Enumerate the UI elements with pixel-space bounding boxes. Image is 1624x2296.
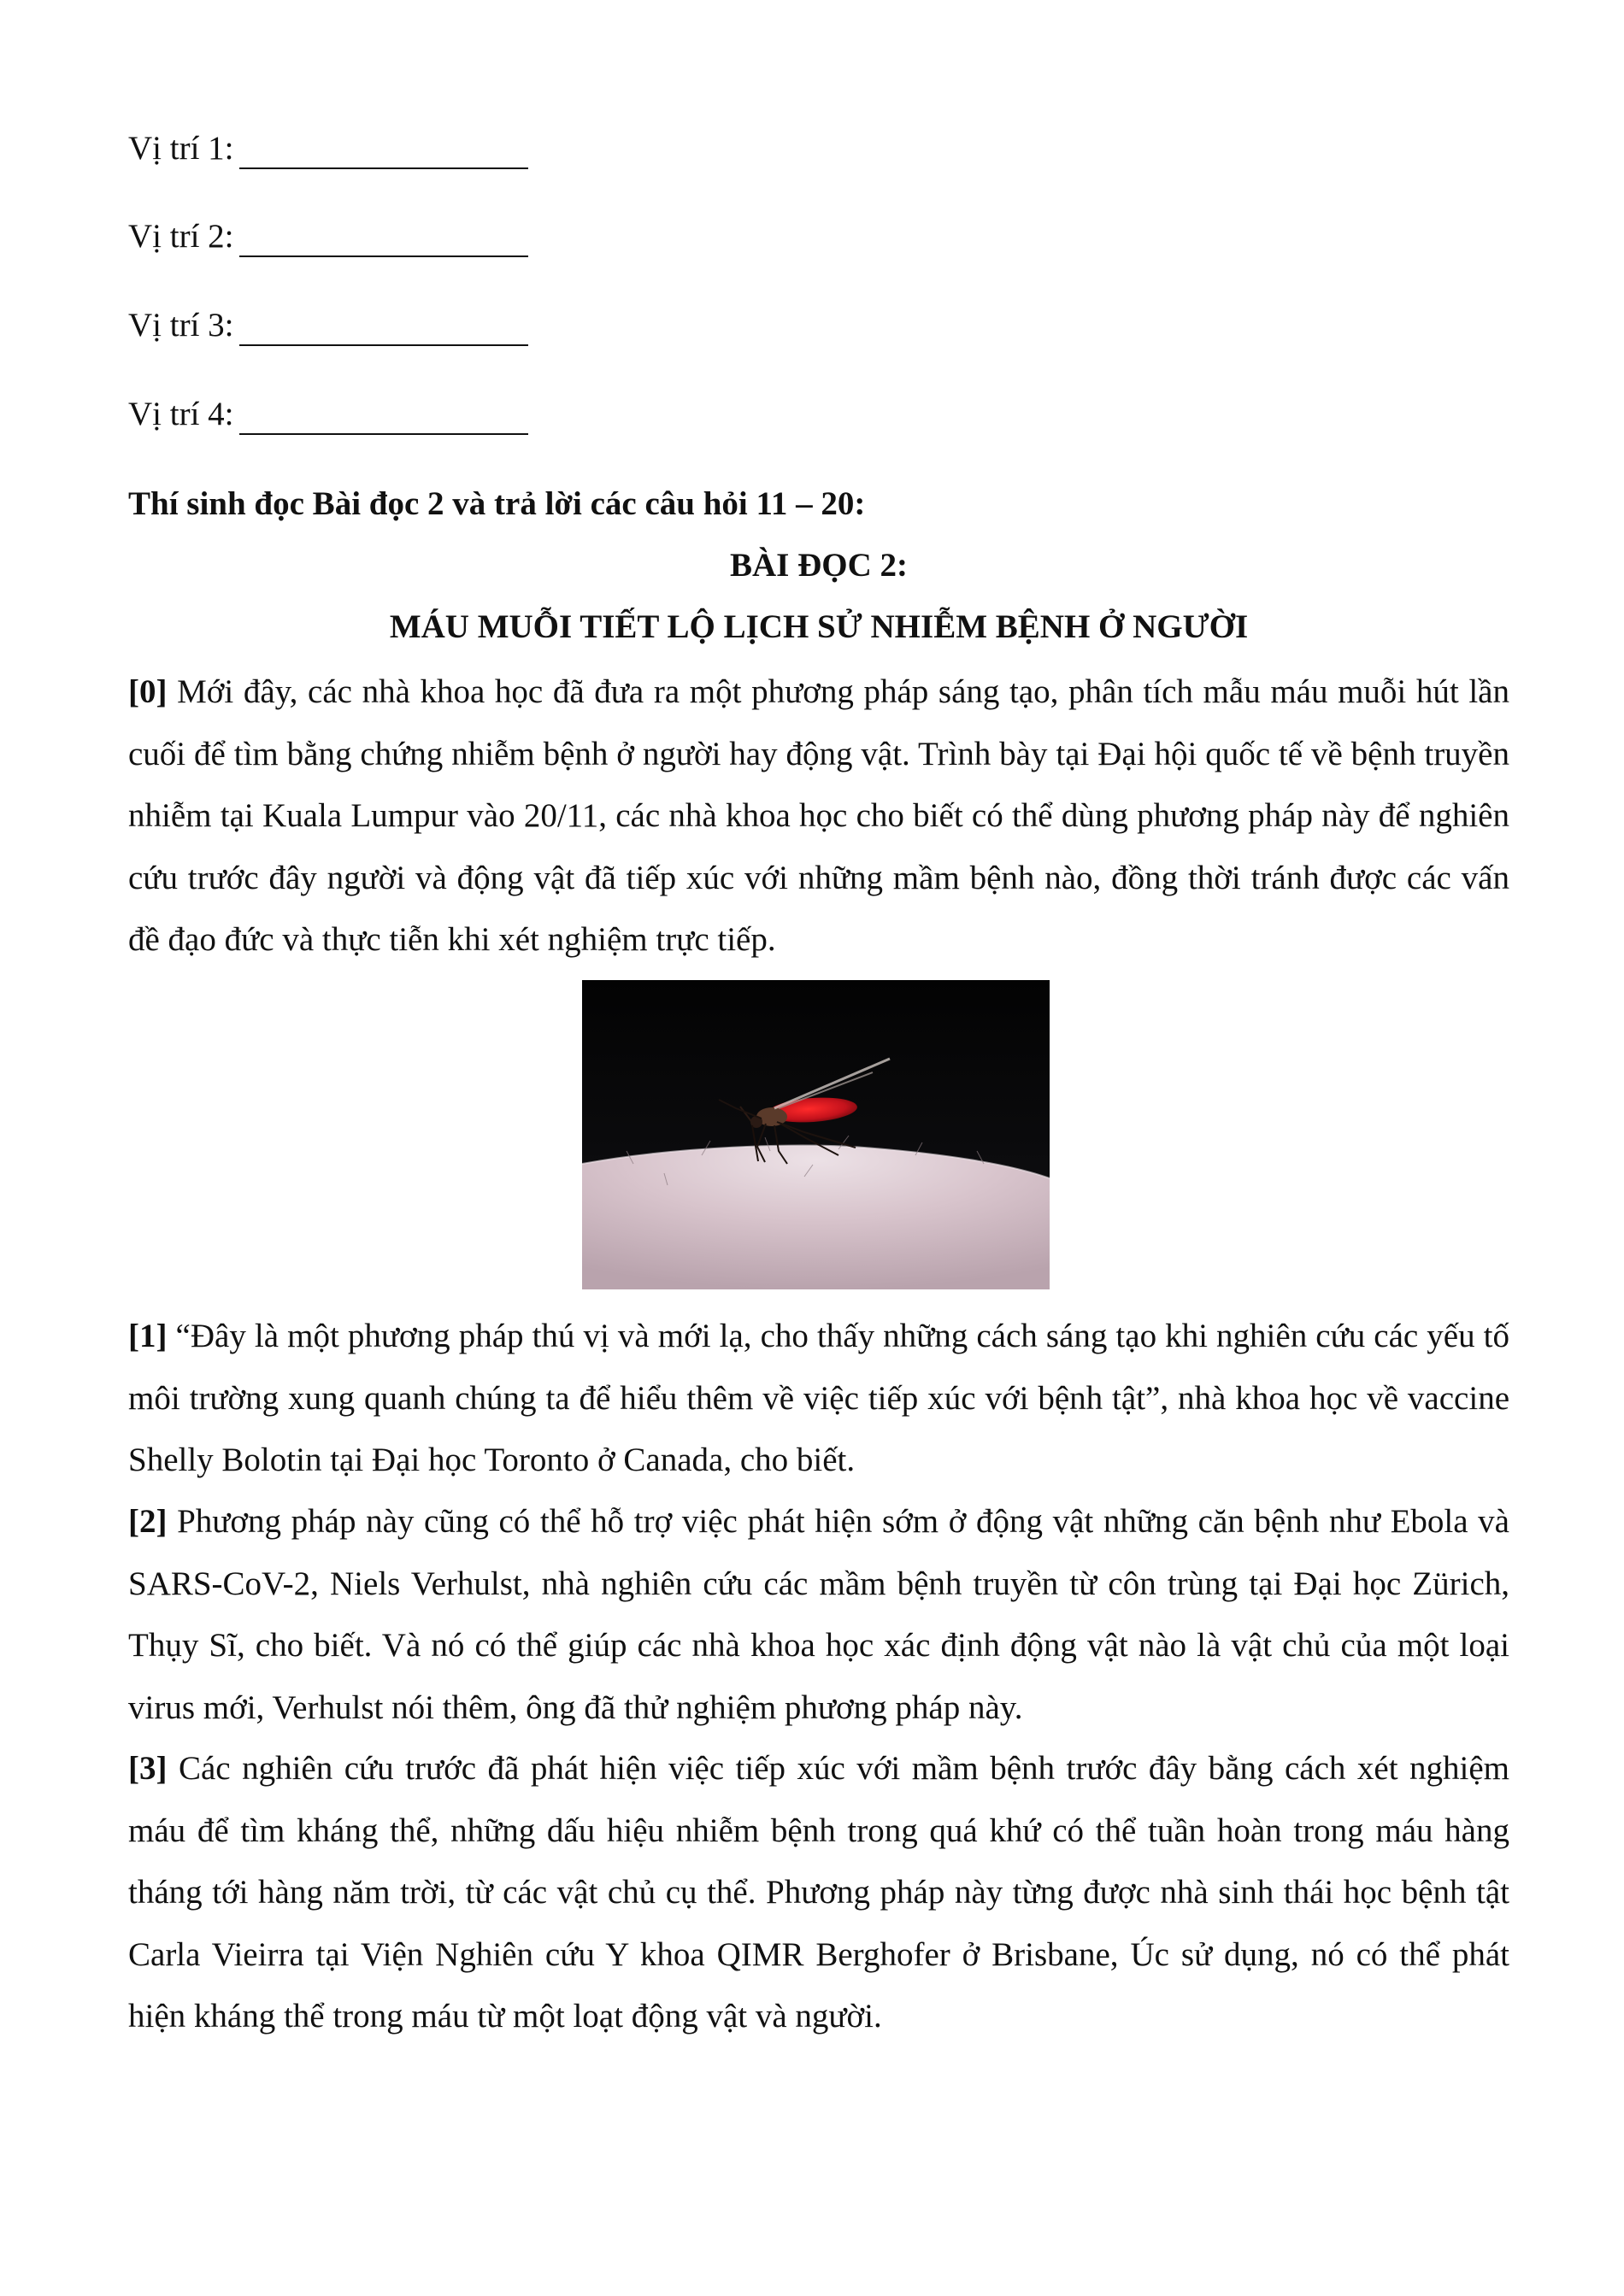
answer-blank-label: Vị trí 3: (128, 307, 234, 344)
paragraph-text: Phương pháp này cũng có thể hỗ trợ việc phát hiện sớm ở động vật những căn bệnh như Ebola và SARS-CoV-2, Niels Verhulst, nhà nghiên cứu các mầm bệnh truyền từ côn trùng tại Đại học Zürich, Thụy Sĩ, cho biết. Và nó có thể giúp các nhà khoa học xác định động vật nào là vật chủ của một loại virus mới, Verhulst nói thêm, ông đã thử nghiệm phương pháp này. (128, 1503, 1509, 1726)
paragraph-3 (128, 1738, 1509, 2048)
answer-blank-line (239, 138, 528, 169)
answer-blank-3 (128, 305, 528, 346)
paragraph-text: Mới đây, các nhà khoa học đã đưa ra một phương pháp sáng tạo, phân tích mẫu máu muỗi hút lần cuối để tìm bằng chứng nhiễm bệnh ở người hay động vật. Trình bày tại Đại hội quốc tế về bệnh truyền nhiễm tại Kuala Lumpur vào 20/11, các nhà khoa học cho biết có thể dùng phương pháp này để nghiên cứu trước đây người và động vật đã tiếp xúc với những mầm bệnh nào, đồng thời tránh được các vấn đề đạo đức và thực tiễn khi xét nghiệm trực tiếp. (128, 673, 1509, 958)
paragraph-0 (128, 661, 1509, 972)
paragraph-text: Các nghiên cứu trước đã phát hiện việc tiếp xúc với mầm bệnh trước đây bằng cách xét nghiệm máu để tìm kháng thể, những dấu hiệu nhiễm bệnh trong quá khứ có thể tuần hoàn trong máu hàng tháng tới hàng năm trời, từ các vật chủ cụ thể. Phương pháp này từng được nhà sinh thái học bệnh tật Carla Vieirra tại Viện Nghiên cứu Y khoa QIMR Berghofer ở Brisbane, Úc sử dụng, nó có thể phát hiện kháng thể trong máu từ một loạt động vật và người. (128, 1750, 1509, 2035)
paragraph-2 (128, 1491, 1509, 1739)
answer-blank-line (239, 315, 528, 346)
mosquito-photo (582, 980, 1050, 1289)
paragraph-text: “Đây là một phương pháp thú vị và mới lạ, cho thấy những cách sáng tạo khi nghiên cứu các yếu tố môi trường xung quanh chúng ta để hiểu thêm về việc tiếp xúc với bệnh tật”, nhà khoa học về vaccine Shelly Bolotin tại Đại học Toronto ở Canada, cho biết. (128, 1318, 1509, 1478)
answer-blank-1 (128, 128, 528, 169)
paragraph-marker: [1] (128, 1318, 168, 1354)
reading-heading: BÀI ĐỌC 2: (729, 547, 908, 584)
answer-blank-label: Vị trí 4: (128, 396, 234, 432)
paragraph-marker: [0] (128, 673, 168, 710)
paragraph-marker: [2] (128, 1503, 168, 1540)
mosquito-image (582, 980, 1050, 1289)
instruction-text: Thí sinh đọc Bài đọc 2 và trả lời các câu hỏi 11 – 20: (128, 485, 866, 522)
paragraph-1 (128, 1306, 1509, 1492)
answer-blank-label: Vị trí 1: (128, 130, 234, 167)
paragraph-marker: [3] (128, 1750, 168, 1787)
reading-title: MÁU MUỖI TIẾT LỘ LỊCH SỬ NHIỄM BỆNH Ở NGƯỜI (389, 608, 1249, 645)
answer-blank-2 (128, 216, 528, 257)
answer-blank-label: Vị trí 2: (128, 218, 234, 255)
answer-blank-4 (128, 394, 528, 435)
answer-blank-line (239, 404, 528, 435)
answer-blank-line (239, 226, 528, 257)
